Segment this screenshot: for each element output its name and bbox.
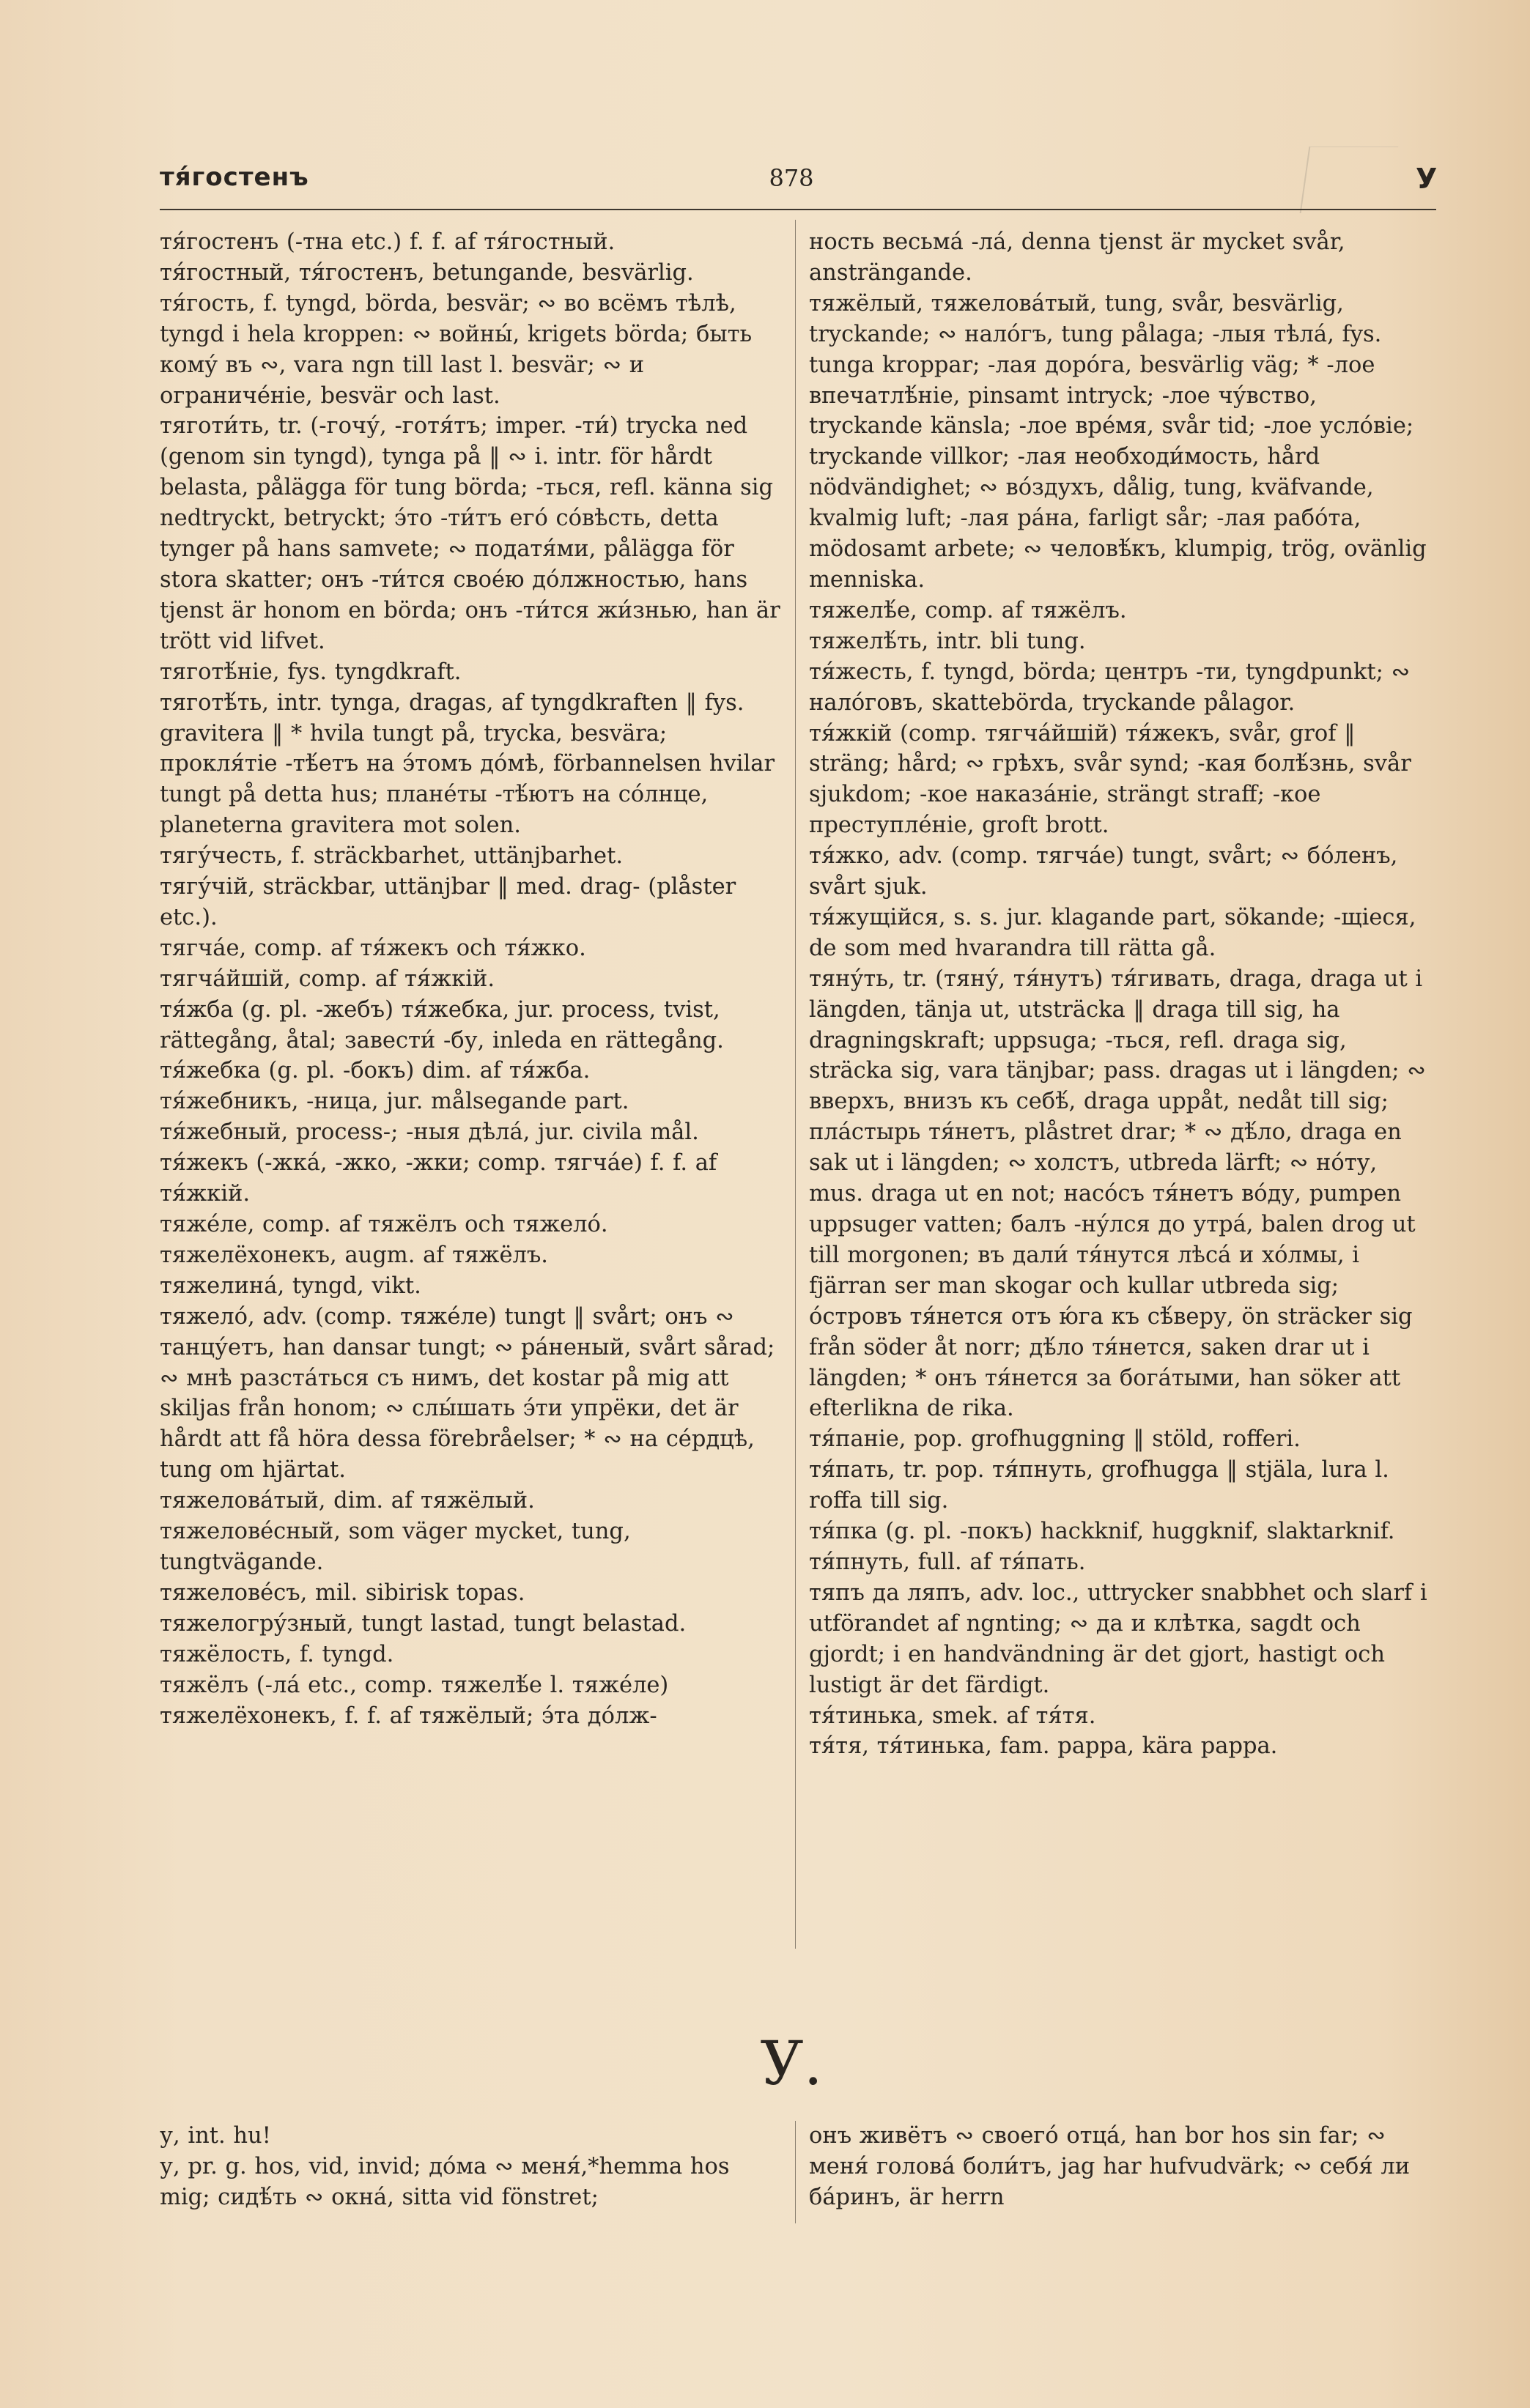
entry: тяжелѣ́е, comp. af тяжёлъ. (809, 597, 1127, 623)
pencil-mark (1300, 147, 1399, 213)
column-separator (795, 2121, 796, 2223)
column-separator (795, 220, 796, 1949)
entry: у, int. hu! (160, 2123, 271, 2149)
entry: тяжелина́, tyngd, vikt. (160, 1272, 421, 1299)
entry: тя́жущійся, s. s. jur. klagande part, sökande; -щіеся, de som med hvarandra till rätta gå. (809, 904, 1416, 961)
header-rule (160, 209, 1436, 210)
bottom-left-column (160, 2121, 783, 2213)
entry: тя́гость, f. tyngd, börda, besvär; ∾ во всёмъ тѣлѣ, tyngd i hela kroppen: ∾ войны́, krigets börda; быть кому́ въ ∾, vara ngn till last l. besvär; ∾ и ограниче́ніе, besvär och last. (160, 290, 753, 409)
entry: тяготи́ть, tr. (-гочу́, -готя́тъ; imper. -ти́) trycka ned (genom sin tyngd), tynga på ‖ ∾ i. intr. för hårdt belasta, pålägga för tung börda; -ться, refl. känna sig nedtryckt, betryckt; э́то -ти́тъ его́ со́вѣсть, detta tynger på hans samvete; ∾ податя́ми, pålägga för stora skatter; онъ -ти́тся свое́ю до́лжностью, hans tjenst är honom en börda; онъ -ти́тся жи́знью, han är trött vid lifvet. (160, 413, 780, 654)
entry: тя́пать, tr. pop. тя́пнуть, grofhugga ‖ stjäla, lura l. roffa till sig. (809, 1457, 1389, 1514)
entry: у, pr. g. hos, vid, invid; до́ма ∾ меня́,*hemma hos mig; сидѣ́ть ∾ окна́, sitta vid fönstret; (160, 2153, 730, 2210)
entry: тяпъ да ляпъ, adv. loc., uttrycker snabbhet och slarf i utförandet af ngnting; ∾ да и клѣтка, sagdt och gjordt; i en handvändning är det gjort, hastigt och lustigt är det färdigt. (809, 1579, 1427, 1698)
bottom-right-column (809, 2121, 1436, 2213)
entry: тя́гостный, тя́гостенъ, betungande, besvärlig. (160, 259, 694, 286)
entry: тя́жебный, process-; -ныя дѣла́, jur. civila mål. (160, 1119, 699, 1146)
entry: тя́жебникъ, -ница, jur. målsegande part. (160, 1089, 629, 1115)
entry: тя́жесть, f. tyngd, börda; центръ -ти, tyngdpunkt; ∾ нало́говъ, skattebörda, tryckande pålagor. (809, 659, 1411, 716)
left-column (160, 227, 783, 1731)
entry: тя́пка (g. pl. -покъ) hackknif, huggknif, slaktarknif. (809, 1519, 1395, 1545)
running-head-left: тя́гостенъ (160, 163, 309, 192)
running-head-right: У (1416, 163, 1438, 195)
entry: тяжелѣ́ть, intr. bli tung. (809, 628, 1086, 654)
page-number: 878 (769, 164, 814, 192)
entry: тяну́ть, tr. (тяну́, тя́нутъ) тя́гивать, draga, draga ut i längden, tänja ut, utsträcka ‖ draga till sig, ha dragningskraft; uppsuga; -ться, refl. draga sig, sträcka sig, vara tänjbar; pass. dragas ut i längden; ∾ вверхъ, внизъ къ себѣ́, draga uppåt, nedåt till sig; пла́стырь тя́нетъ, plåstret drar; * ∾ дѣ́ло, draga en sak ut i längden; ∾ холстъ, utbreda lärft; ∾ но́ту, mus. draga ut en not; насо́съ тя́нетъ во́ду, pumpen uppsuger vatten; балъ -ну́лся до утра́, balen drog ut till morgonen; въ дали́ тя́нутся лѣса́ и хо́лмы, i fjärran ser man skogar och kullar utbreda sig; о́стровъ тя́нется отъ ю́га къ сѣ́веру, ön sträcker sig från söder åt norr; дѣ́ло тя́нется, saken drar ut i längden; * онъ тя́нется за бога́тыми, han söker att efterlikna de rika. (809, 966, 1426, 1422)
section-letter: У. (760, 2029, 823, 2099)
entry: тяжёлость, f. tyngd. (160, 1641, 394, 1667)
entry: тя́жекъ (-жка́, -жко, -жки; comp. тягча́е) f. f. af тя́жкій. (160, 1150, 717, 1207)
entry: тяготѣ́ніе, fys. tyngdkraft. (160, 659, 462, 685)
entry: тяжелёхонекъ, augm. af тяжёлъ. (160, 1242, 548, 1268)
entry: тя́гостенъ (-тна etc.) f. f. af тя́гостный. (160, 229, 616, 255)
right-column (809, 227, 1436, 1762)
entry: тягча́йшій, comp. af тя́жкій. (160, 966, 495, 992)
entry: тя́жкій (comp. тягча́йшій) тя́жекъ, svår, grof ‖ sträng; hård; ∾ грѣхъ, svår synd; -кая болѣ́знь, svår sjukdom; -кое наказа́ніе, strängt straff; -кое преступле́ніе, groft brott. (809, 720, 1411, 839)
entry: тяжелове́съ, mil. sibirisk topas. (160, 1579, 525, 1606)
entry: онъ живётъ ∾ своего́ отца́, han bor hos sin far; ∾ меня́ голова́ боли́тъ, jag har hufvudvärk; ∾ себя́ ли ба́ринъ, är herrn (809, 2123, 1411, 2210)
entry: тя́жебка (g. pl. -бокъ) dim. af тя́жба. (160, 1058, 591, 1084)
entry: тягу́честь, f. sträckbarhet, uttänjbarhet. (160, 843, 624, 870)
entry: тяжело́, adv. (comp. тяже́ле) tungt ‖ svårt; онъ ∾ танцу́етъ, han dansar tungt; ∾ ра́неный, svårt sårad; ∾ мнѣ разста́ться съ нимъ, det kostar på mig att skiljas från honom; ∾ слы́шать э́ти упрёки, det är hårdt att få höra dessa förebråelser; * ∾ на се́рдцѣ, tung om hjärtat. (160, 1303, 775, 1483)
entry: тягча́е, comp. af тя́жекъ och тя́жко. (160, 935, 586, 961)
entry: тяжёлый, тяжелова́тый, tung, svår, besvärlig, tryckande; ∾ нало́гъ, tung pålaga; -лыя тѣла́, fys. tunga kroppar; -лая доро́га, besvärlig väg; * -лое впечатлѣ́ніе, pinsamt intryck; -лое чу́вство, tryckande känsla; -лое вре́мя, svår tid; -лое усло́віе; tryckande villkor; -лая необходи́мость, hård nödvändighet; ∾ во́здухъ, dålig, tung, kväfvande, kvalmig luft; -лая ра́на, farligt sår; -лая рабо́та, mödosamt arbete; ∾ человѣ́къ, klumpig, trög, ovänlig menniska. (809, 290, 1427, 593)
entry: тяже́ле, comp. af тяжёлъ och тяжело́. (160, 1212, 608, 1237)
entry: тя́жко, adv. (comp. тягча́е) tungt, svårt; ∾ бо́ленъ, svårt sjuk. (809, 843, 1398, 900)
entry: тяжелогру́зный, tungt lastad, tungt belastad. (160, 1610, 687, 1637)
entry: тяготѣ́ть, intr. tynga, dragas, af tyngdkraften ‖ fys. gravitera ‖ * hvila tungt på, trycka, besvära; прокля́тіе -тѣ́етъ на э́томъ до́мѣ, förbannelsen hvilar tungt på detta hus; плане́ты -тѣ́ютъ на со́лнце, planeterna gravitera mot solen. (160, 689, 775, 839)
entry: тя́тинька, smek. af тя́тя. (809, 1703, 1096, 1729)
entry: тя́пнуть, full. af тя́пать. (809, 1549, 1086, 1575)
entry: тяжёлъ (-ла́ etc., comp. тяжелѣ́е l. тяже́ле) тяжелёхонекъ, f. f. af тяжёлый; э́та до́лж- (160, 1672, 669, 1729)
entry: тя́паніе, pop. grofhuggning ‖ stöld, rofferi. (809, 1426, 1301, 1453)
entry: тя́жба (g. pl. -жебъ) тя́жебка, jur. process, tvist, rättegång, åtal; завести́ -бу, inleda en rättegång. (160, 996, 724, 1053)
entry: тя́тя, тя́тинька, fam. pappa, kära pappa. (809, 1733, 1278, 1760)
entry: тягу́чій, sträckbar, uttänjbar ‖ med. drag- (plåster etc.). (160, 874, 736, 930)
entry: тяжелова́тый, dim. af тяжёлый. (160, 1488, 535, 1514)
entry: ность весьма́ -ла́, denna tjenst är mycket svår, ansträngande. (809, 229, 1345, 286)
entry: тяжелове́сный, som väger mycket, tung, tungtvägande. (160, 1519, 631, 1575)
